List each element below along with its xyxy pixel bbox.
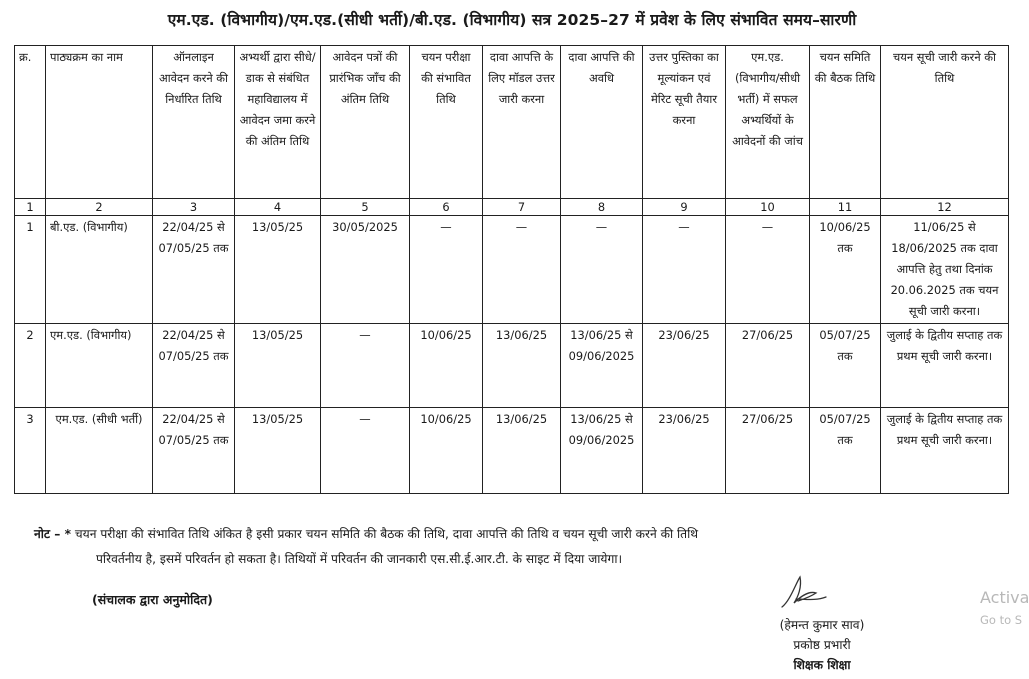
table-cell: — [726, 216, 810, 324]
header-cell: दावा आपत्ति के लिए मॉडल उत्तर जारी करना [483, 46, 561, 199]
column-number: 6 [410, 199, 483, 216]
table-cell: 13/05/25 [235, 216, 321, 324]
signer-designation: प्रकोष्ठ प्रभारी [793, 638, 851, 652]
table-row [15, 408, 1009, 494]
watermark-line-2: Go to S [980, 613, 1023, 627]
note-section [34, 522, 994, 572]
column-number: 3 [153, 199, 235, 216]
header-cell: आवेदन पत्रों की प्रारंभिक जाँच की अंतिम तिथि [321, 46, 410, 199]
header-cell: दावा आपत्ति की अवधि [561, 46, 643, 199]
column-number-row [15, 199, 1009, 216]
table-cell: 13/05/25 [235, 408, 321, 494]
schedule-table [14, 45, 1009, 494]
table-cell: 13/06/25 [483, 408, 561, 494]
table-cell: जुलाई के द्वितीय सप्ताह तक प्रथम सूची जारी करना। [881, 408, 1009, 494]
table-cell: 10/06/25 तक [810, 216, 881, 324]
table-row [15, 216, 1009, 324]
table-cell: 27/06/25 [726, 408, 810, 494]
column-number: 7 [483, 199, 561, 216]
table-cell: — [410, 216, 483, 324]
course-name-cell: बी.एड. (विभागीय) [46, 216, 153, 324]
table-cell: 13/05/25 [235, 324, 321, 408]
column-number: 1 [15, 199, 46, 216]
table-cell: 11/06/25 से 18/06/2025 तक दावा आपत्ति हेतु तथा दिनांक 20.06.2025 तक चयन सूची जारी करना। [881, 216, 1009, 324]
table-cell: 05/07/25 तक [810, 324, 881, 408]
column-number: 12 [881, 199, 1009, 216]
note-text-2: परिवर्तनीय है, इसमें परिवर्तन हो सकता है। तिथियों में परिवर्तन की जानकारी एस.सी.ई.आर.टी. के साइट में दिया जायेगा। [96, 552, 623, 566]
table-cell: 22/04/25 से 07/05/25 तक [153, 216, 235, 324]
column-number: 11 [810, 199, 881, 216]
column-number: 9 [643, 199, 726, 216]
header-cell: चयन समिति की बैठक तिथि [810, 46, 881, 199]
table-cell: 22/04/25 से 07/05/25 तक [153, 408, 235, 494]
serial-cell: 2 [15, 324, 46, 408]
serial-cell: 3 [15, 408, 46, 494]
header-cell: अभ्यर्थी द्वारा सीधे/डाक से संबंधित महाविद्यालय में आवेदन जमा करने की अंतिम तिथि [235, 46, 321, 199]
document-title: एम.एड. (विभागीय)/एम.एड.(सीधी भर्ती)/बी.एड. (विभागीय) सत्र 2025–27 में प्रवेश के लिए संभावित समय–सारणी [167, 11, 857, 29]
table-cell: 10/06/25 [410, 408, 483, 494]
header-cell: ऑनलाइन आवेदन करने की निर्धारित तिथि [153, 46, 235, 199]
header-cell: क्र. [15, 46, 46, 199]
signature-image [776, 573, 828, 613]
table-cell: 23/06/25 [643, 408, 726, 494]
header-cell: चयन परीक्षा की संभावित तिथि [410, 46, 483, 199]
table-cell: — [321, 408, 410, 494]
column-number: 4 [235, 199, 321, 216]
table-cell: 23/06/25 [643, 324, 726, 408]
note-line-1 [34, 522, 994, 547]
table-cell: 27/06/25 [726, 324, 810, 408]
note-text-1: चयन परीक्षा की संभावित तिथि अंकित है इसी प्रकार चयन समिति की बैठक की तिथि, दावा आपत्ति की तिथि व चयन सूची जारी करने की तिथि [74, 527, 699, 541]
column-number: 2 [46, 199, 153, 216]
activation-watermark [980, 587, 1029, 631]
approval-text: (संचालक द्वारा अनुमोदित) [92, 592, 213, 607]
table-cell: 30/05/2025 [321, 216, 410, 324]
header-cell: पाठ्यक्रम का नाम [46, 46, 153, 199]
serial-cell: 1 [15, 216, 46, 324]
course-name-cell: एम.एड. (सीधी भर्ती) [46, 408, 153, 494]
column-number: 10 [726, 199, 810, 216]
table-cell: 13/06/25 [483, 324, 561, 408]
table-cell: 05/07/25 तक [810, 408, 881, 494]
table-cell: — [483, 216, 561, 324]
signer-department: शिक्षक शिक्षा [793, 658, 851, 672]
table-cell: 13/06/25 से 09/06/2025 [561, 408, 643, 494]
watermark-line-1: Activa [980, 588, 1029, 607]
signer-name: (हेमन्त कुमार साव) [779, 618, 865, 632]
table-cell: — [643, 216, 726, 324]
header-cell: एम.एड. (विभागीय/सीधी भर्ती) में सफल अभ्यर्थियों के आवेदनों की जांच [726, 46, 810, 199]
table-row [15, 324, 1009, 408]
course-name-cell: एम.एड. (विभागीय) [46, 324, 153, 408]
table-cell: — [321, 324, 410, 408]
note-label: नोट – * [34, 527, 72, 541]
signer-block [752, 615, 892, 675]
column-number: 5 [321, 199, 410, 216]
column-number: 8 [561, 199, 643, 216]
table-cell: 10/06/25 [410, 324, 483, 408]
table-cell: जुलाई के द्वितीय सप्ताह तक प्रथम सूची जारी करना। [881, 324, 1009, 408]
table-cell: — [561, 216, 643, 324]
table-cell: 13/06/25 से 09/06/2025 [561, 324, 643, 408]
table-cell: 22/04/25 से 07/05/25 तक [153, 324, 235, 408]
header-row [15, 46, 1009, 199]
header-cell: उत्तर पुस्तिका का मूल्यांकन एवं मेरिट सूची तैयार करना [643, 46, 726, 199]
header-cell: चयन सूची जारी करने की तिथि [881, 46, 1009, 199]
